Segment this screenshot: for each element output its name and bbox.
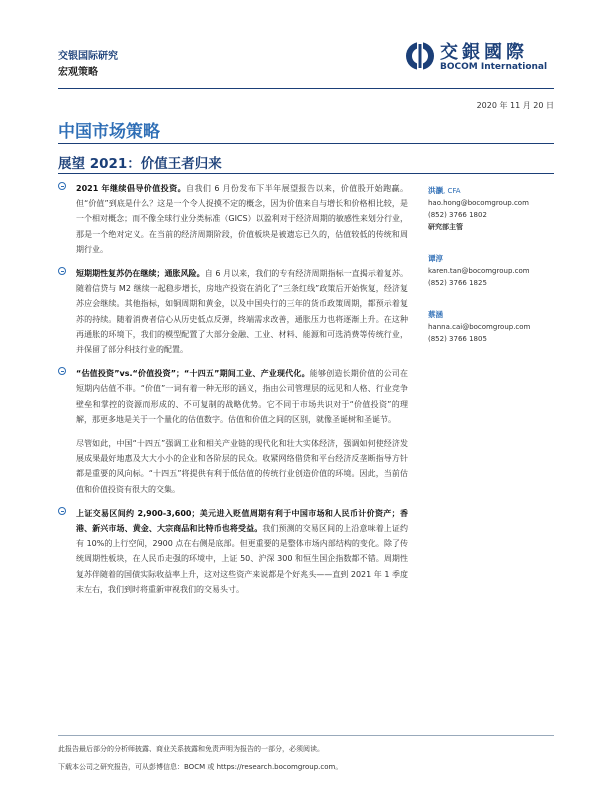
footer-rule — [58, 735, 554, 736]
paragraph-trading-range: 上证交易区间约 2,900-3,600；美元进入贬值周期有利于中国市场和人民币计价资产；香港、新兴市场、黄金、大宗商品和比特币也将受益。我们预测的交易区间的上沿意味着上证约有 10%的上行空间，2900 点在右侧是底部。但更重要的是整体市场内部结构的变化。除了传统周期性板块，在人民币走强的环境中，上证 50、沪深 300 和恒生国企指数都不错。周期性复苏伴随着的国债实际收益率上升，这对这些资产来说都是个好兆头——直到 2021 年 1 季度末左右，我们到时将重新审视我们的交易头寸。 — [58, 506, 408, 597]
paragraph-cyclical-recovery: 短期期性复苏仍在继续；通胀风险。自 6 月以来，我们的专有经济周期指标一直揭示着复苏。随着信贷与 M2 继续一起稳步增长，房地产投资在消化了“三条红线”政策后开始恢复，经济复苏应会继续。其他指标，如铜周期和黄金，以及中国央行的三年的货币政策周期，都预示着复苏的持续。随着消费者信心从历史低点反弹，终端需求改善，通胀压力也将逐渐上升。在这种再通胀的环境下，我们的模型配置了大部分金融、工业、材料、能源和可选消费等传统行业，并保留了部分科技行业的配置。 — [58, 266, 408, 357]
circle-bullet-icon — [58, 267, 66, 275]
paragraph-value-investing: 2021 年继续倡导价值投资。自我们 6 月份发布下半年展望报告以来，价值股开始跑赢。但“价值”到底是什么？这是一个令人捉摸不定的概念，因为价值来自与增长和价格相比较，是一个相对概念；而不像全球行业分类标准（GICS）以盈利对于经济周期的敏感性来划分行业，那是一个绝对定义。在当前的经济周期阶段，价值板块是被遗忘已久的，估值较低的传统和周期行业。 — [58, 181, 408, 257]
analyst-email[interactable]: hanna.cai@bocomgroup.com — [428, 323, 531, 331]
header-report-type: 宏观策略 — [58, 67, 98, 78]
analyst-panel — [428, 185, 568, 365]
report-date: 2020 年 11 月 20 日 — [476, 101, 554, 110]
bocom-logo-icon — [404, 38, 436, 74]
footer-disclaimer: 此报告最后部分的分析师披露、商业关系披露和免责声明为报告的一部分，必须阅读。 — [58, 745, 324, 753]
analyst-entry: 洪灏, CFA hao.hong@bocomgroup.com (852) 3766 1802 研究部主管 — [428, 185, 568, 233]
analyst-phone: (852) 3766 1805 — [428, 335, 487, 343]
paragraph-valuation-vs-value: “估值投资”vs.“价值投资”；“十四五”期间工业、产业现代化。能够创造长期价值的公司在短期内估值不菲。“价值”一词有着一种无形的涵义，指由公司管理层的远见和人格、行业竞争壁垒和掌控的资源而形成的、不可复制的战略优势。它不同于市场共识对于“价值投资”的理解，那更多地是关于一个量化的估值数字。估值和价值之间的区别，就像圣诞树和圣诞节。 — [58, 366, 408, 427]
analyst-entry: 蔡涵 hanna.cai@bocomgroup.com (852) 3766 1805 — [428, 309, 568, 345]
body-column — [58, 181, 408, 606]
logo-chinese: 交銀國際 — [440, 42, 528, 63]
circle-bullet-icon — [58, 182, 66, 190]
analyst-email[interactable]: hao.hong@bocomgroup.com — [428, 199, 529, 207]
title-rule — [58, 143, 554, 144]
analyst-role: 研究部主管 — [428, 223, 463, 231]
circle-bullet-icon — [58, 507, 66, 515]
title-rule-bottom — [58, 173, 554, 174]
analyst-phone: (852) 3766 1825 — [428, 279, 487, 287]
analyst-phone: (852) 3766 1802 — [428, 211, 487, 219]
header-org: 交银国际研究 — [58, 51, 118, 62]
header-rule — [58, 88, 554, 89]
footer-download-info: 下载本公司之研究报告，可从彭博信息：BOCM 或 https://research.bocomgroup.com。 — [58, 763, 343, 771]
logo-english: BOCOM International — [440, 62, 548, 72]
analyst-email[interactable]: karen.tan@bocomgroup.com — [428, 267, 530, 275]
page-title: 展望 2021：价值王者归来 — [58, 156, 222, 172]
paragraph-five-year-plan: 尽管如此，中国“十四五”强调工业和相关产业链的现代化和壮大实体经济，强调如何使经济发展成果最好地惠及大大小小的企业和各阶层的民众。收紧网络借贷和平台经济反垄断指导方针都是重要的风向标。“十四五”将提供有利于低估值的传统行业创造价值的环境。因此，当前估值和价值投资有很大的交集。 — [76, 439, 408, 494]
circle-bullet-icon — [58, 367, 66, 375]
analyst-entry: 谭淳 karen.tan@bocomgroup.com (852) 3766 1825 — [428, 253, 568, 289]
page-subtitle: 中国市场策略 — [58, 122, 160, 142]
